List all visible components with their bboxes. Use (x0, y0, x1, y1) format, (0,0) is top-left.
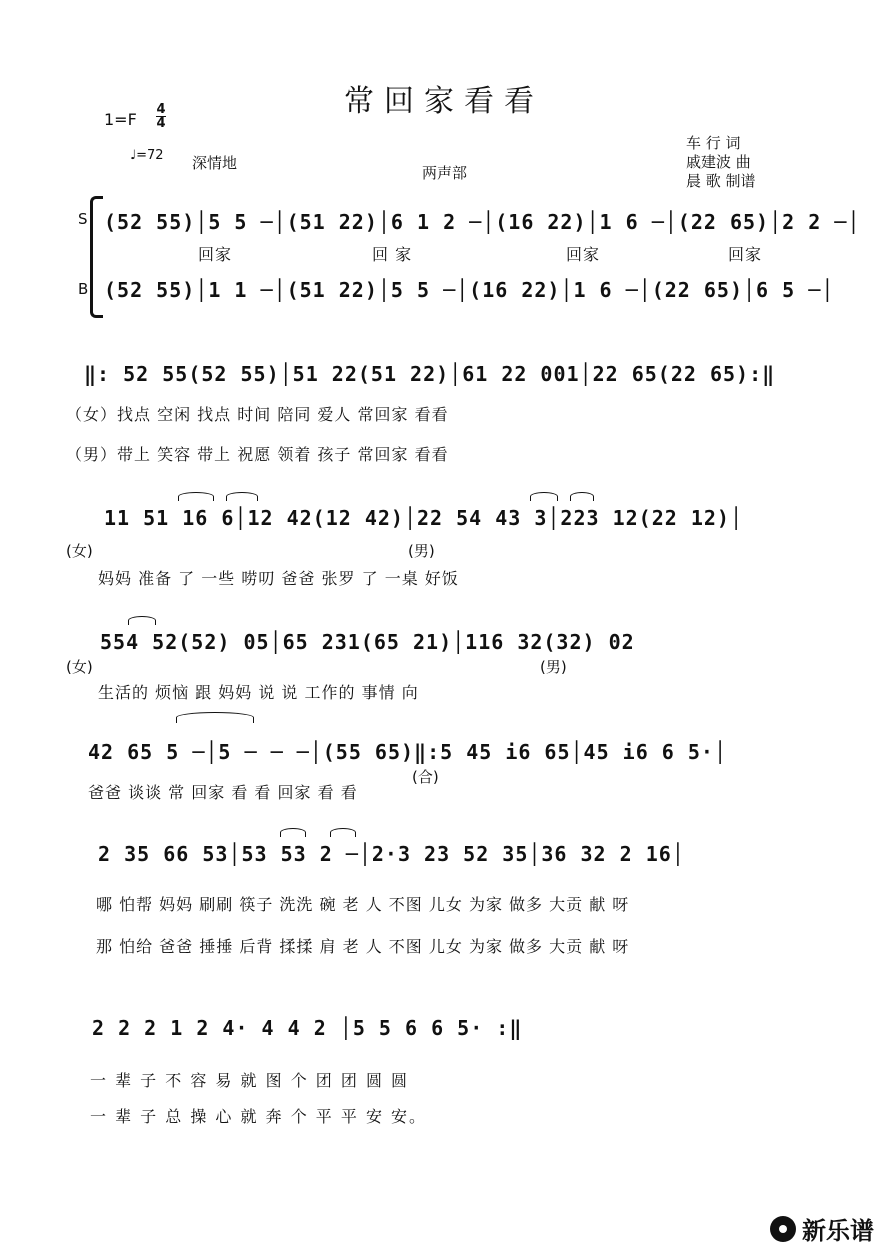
system3-notes: 11 51 16 6│12 42(12 42)│22 54 43 3│223 12(22 12)│ (104, 506, 744, 530)
system2-lyrics-female: （女）找点 空闲 找点 时间 陪同 爱人 常回家 看看 (66, 405, 449, 424)
record-disc-icon (770, 1216, 796, 1242)
brand-logo (770, 1211, 874, 1246)
system6-lyrics-1: 哪 怕帮 妈妈 刷刷 筷子 洗洗 碗 老 人 不图 儿女 为家 做多 大贡 献 呀 (96, 895, 630, 914)
bass-notes: (52 55)│1 1 ─│(51 22)│5 5 ─│(16 22)│1 6 ─│(22 65)│6 5 ─│ (104, 278, 835, 302)
system4-notes: 554 52(52) 05│65 231(65 21)│116 32(32) 02 (100, 630, 635, 654)
song-title: 常回家看看 (344, 84, 544, 119)
credit-composer: 戚建波 曲 (686, 153, 751, 171)
system7-lyrics-2: 一 辈 子 总 操 心 就 奔 个 平 平 安 安。 (90, 1107, 428, 1126)
marker-male: (男) (540, 658, 567, 676)
marker-male: (男) (408, 542, 435, 560)
system6-notes: 2 35 66 53│53 53 2 ─│2·3 23 52 35│36 32 2 16│ (98, 842, 685, 866)
credit-lyricist: 车 行 词 (686, 134, 741, 152)
time-sig-bottom: 4 (156, 116, 166, 131)
system5-notes: 42 65 5 ─│5 ─ ─ ─│(55 65)‖:5 45 i6 65│45 i6 6 5·│ (88, 740, 728, 764)
slur-mark (530, 492, 558, 501)
soprano-lyric-4: 回家 (728, 245, 763, 264)
marker-chorus: (合) (412, 768, 439, 786)
key-signature: 1=F (104, 110, 137, 129)
soprano-lyric-3: 回家 (566, 245, 601, 264)
soprano-notes: (52 55)│5 5 ─│(51 22)│6 1 2 ─│(16 22)│1 6 ─│(22 65)│2 2 ─│ (104, 210, 861, 234)
marker-female: (女) (66, 658, 93, 676)
credits (686, 134, 756, 191)
system5-lyrics: 爸爸 谈谈 常 回家 看 看 回家 看 看 (88, 783, 358, 802)
slur-mark (280, 828, 306, 837)
time-sig-top: 4 (156, 102, 166, 117)
slur-mark (226, 492, 258, 501)
slur-mark (178, 492, 214, 501)
slur-mark (128, 616, 156, 625)
soprano-lyric-1: 回家 (198, 245, 233, 264)
credit-transcriber: 晨 歌 制谱 (686, 172, 756, 190)
system2-lyrics-male: （男）带上 笑容 带上 祝愿 领着 孩子 常回家 看看 (66, 445, 449, 464)
slur-mark (330, 828, 356, 837)
time-signature (156, 103, 166, 130)
two-part-label: 两声部 (422, 164, 468, 182)
slur-mark (570, 492, 594, 501)
marker-female: (女) (66, 542, 93, 560)
system-bracket (90, 196, 103, 318)
system4-lyrics: 生活的 烦恼 跟 妈妈 说 说 工作的 事情 向 (98, 683, 419, 702)
system7-notes: 2 2 2 1 2 4· 4 4 2 │5 5 6 6 5· :‖ (92, 1016, 523, 1040)
system2-notes: ‖: 52 55(52 55)│51 22(51 22)│61 22 001│22 65(22 65):‖ (84, 362, 776, 386)
system3-lyrics: 妈妈 准备 了 一些 唠叨 爸爸 张罗 了 一桌 好饭 (98, 569, 459, 588)
soprano-lyric-2: 回 家 (372, 245, 413, 264)
system7-lyrics-1: 一 辈 子 不 容 易 就 图 个 团 团 圆 圆 (90, 1071, 410, 1090)
tempo-marking: ♩=72 (130, 148, 164, 163)
tie-mark (176, 712, 254, 723)
expression-marking: 深情地 (192, 154, 238, 172)
brand-name: 新乐谱 (802, 1217, 874, 1245)
system6-lyrics-2: 那 怕给 爸爸 捶捶 后背 揉揉 肩 老 人 不图 儿女 为家 做多 大贡 献 呀 (96, 937, 630, 956)
voice-label-s: S (78, 210, 88, 228)
voice-label-b: B (78, 280, 89, 298)
